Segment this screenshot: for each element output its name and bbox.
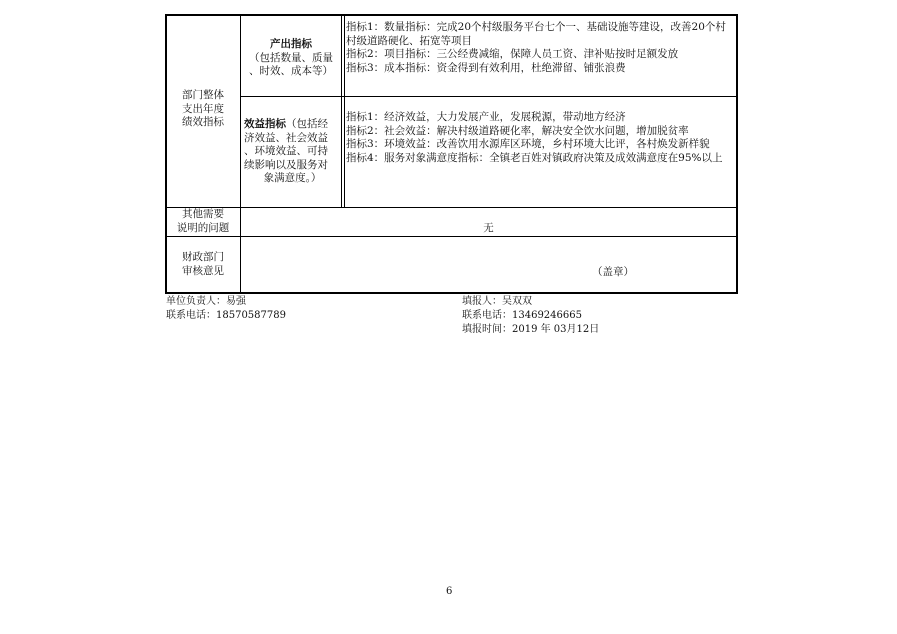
indicator-item: 指标3：环境效益：改善饮用水源库区环境，乡村环境大比评，各村焕发新样貌 — [346, 138, 710, 151]
indicator-item: 指标3：成本指标：资金得到有效利用，杜绝滞留、铺张浪费 — [346, 61, 626, 74]
benefit-subtext: （包括经 — [286, 118, 328, 130]
benefit-label-line — [244, 118, 341, 132]
grid-row-3 — [165, 236, 736, 237]
other-issues-label-line: 说明的问题 — [176, 221, 230, 234]
unit-phone: 联系电话：18570587789 — [166, 310, 286, 321]
other-issues-label-line: 其他需要 — [182, 208, 224, 220]
section-label-line: 部门整体 — [182, 89, 224, 101]
fill-date: 填报时间：2019 年 03月12日 — [462, 324, 600, 335]
finance-review-label — [166, 251, 240, 278]
indicator-item: 指标1：经济效益，大力发展产业，发展税源，带动地方经济 — [346, 111, 626, 123]
benefit-subtext: 、环境效益、可持 — [244, 145, 328, 158]
benefit-subtext: 济效益、社会效益 — [244, 131, 328, 144]
section-label-line: 支出年度 — [182, 102, 224, 115]
benefit-indicator-items — [346, 111, 735, 165]
table-border-right — [736, 14, 738, 294]
table-border-top — [165, 14, 738, 16]
output-subtext: 、时效、成本等） — [249, 65, 333, 78]
output-heading: 产出指标 — [270, 38, 312, 50]
grid-col-3 — [344, 14, 345, 207]
indicator-item: 指标2：项目指标：三公经费减缩，保障人员工资、津补贴按时足额发放 — [346, 48, 679, 61]
indicator-item: 指标1：数量指标：完成20个村级服务平台七个一、基础设施等建设，改善20个村村级道路硬化、拓宽等项目 — [346, 21, 726, 47]
table-border-bottom — [165, 292, 738, 294]
benefit-subtext: 象满意度。） — [263, 172, 322, 185]
output-indicator-label — [241, 38, 341, 79]
unit-head: 单位负责人：易强 — [166, 296, 246, 307]
benefit-heading: 效益指标 — [244, 118, 286, 130]
filler: 填报人：吴双双 — [462, 296, 532, 307]
section-label — [166, 89, 240, 130]
indicator-item: 指标2：社会效益：解决村级道路硬化率，解决安全饮水问题，增加脱贫率 — [346, 124, 689, 137]
finance-review-label-line: 财政部门 — [182, 251, 224, 263]
benefit-subtext: 续影响以及服务对 — [244, 158, 328, 171]
benefit-indicator-label — [241, 118, 341, 186]
grid-row-1 — [240, 96, 736, 97]
section-label-line: 绩效指标 — [182, 116, 224, 129]
page-number: 6 — [446, 586, 453, 597]
indicator-item: 指标4：服务对象满意度指标：全镇老百姓对镇政府决策及成效满意度在95%以上 — [346, 151, 723, 164]
stamp-placeholder: （盖章） — [592, 266, 634, 278]
other-issues-label — [166, 208, 240, 235]
grid-col-2 — [341, 14, 342, 207]
finance-review-label-line: 审核意见 — [182, 264, 224, 277]
output-subtext: （包括数量、质量 — [249, 51, 333, 64]
filler-phone: 联系电话：13469246665 — [462, 310, 582, 321]
other-issues-value: 无 — [483, 222, 494, 234]
grid-row-2 — [165, 207, 736, 208]
output-indicator-items — [346, 21, 735, 75]
